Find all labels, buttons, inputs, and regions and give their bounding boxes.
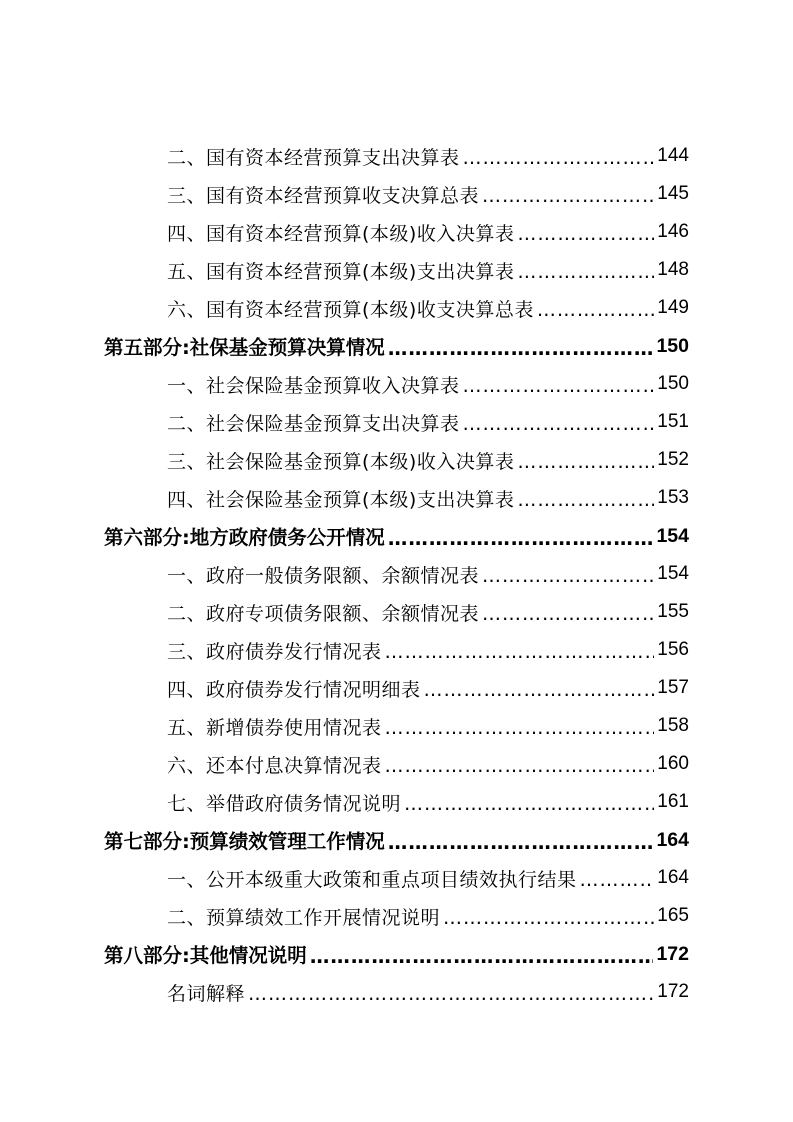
dot-leader xyxy=(517,451,654,473)
toc-page-number: 151 xyxy=(657,411,689,432)
toc-entry-title: 五、新增债券使用情况表 xyxy=(167,716,382,739)
toc-part-title: 第五部分:社保基金预算决算情况 xyxy=(104,336,385,359)
toc-entry-sub[interactable] xyxy=(0,175,793,213)
toc-entry-title: 三、政府债券发行情况表 xyxy=(167,640,382,663)
toc-entry-title: 二、预算绩效工作开展情况说明 xyxy=(167,906,441,929)
toc-page-number: 150 xyxy=(656,334,689,357)
dot-leader xyxy=(388,527,654,550)
toc-page-number: 158 xyxy=(657,715,689,736)
toc-page-number: 154 xyxy=(656,524,689,547)
toc-entry-title: 三、社会保险基金预算(本级)收入决算表 xyxy=(167,450,515,473)
toc-entry-sub[interactable] xyxy=(0,441,793,479)
dot-leader xyxy=(517,223,654,245)
toc-entry-sub[interactable] xyxy=(0,859,793,897)
toc-page-number: 152 xyxy=(657,449,689,470)
toc-entry-part[interactable] xyxy=(0,517,793,555)
toc-entry-sub[interactable] xyxy=(0,213,793,251)
dot-leader xyxy=(404,793,654,815)
toc-entry-title: 六、还本付息决算情况表 xyxy=(167,754,382,777)
toc-entry-title: 四、政府债券发行情况明细表 xyxy=(167,678,421,701)
dot-leader xyxy=(385,755,655,777)
toc-entry-title: 六、国有资本经营预算(本级)收支决算总表 xyxy=(167,298,534,321)
toc-part-title: 第六部分:地方政府债务公开情况 xyxy=(104,526,385,549)
dot-leader xyxy=(443,907,654,929)
dot-leader xyxy=(482,185,654,207)
toc-page-number: 172 xyxy=(657,981,689,1002)
toc-page-number: 161 xyxy=(657,791,689,812)
dot-leader xyxy=(517,489,654,511)
toc-entry-sub[interactable] xyxy=(0,593,793,631)
toc-entry-title: 五、国有资本经营预算(本级)支出决算表 xyxy=(167,260,515,283)
toc-page-number: 145 xyxy=(657,183,689,204)
dot-leader xyxy=(388,337,654,360)
toc-entry-sub[interactable] xyxy=(0,137,793,175)
toc-entry-sub[interactable] xyxy=(0,403,793,441)
toc-page-number: 149 xyxy=(657,297,689,318)
toc-page-number: 153 xyxy=(657,487,689,508)
toc-entry-part[interactable] xyxy=(0,821,793,859)
toc-page-number: 150 xyxy=(657,373,689,394)
dot-leader xyxy=(385,717,655,739)
toc-entry-title: 一、政府一般债务限额、余额情况表 xyxy=(167,564,480,587)
dot-leader xyxy=(248,983,654,1005)
dot-leader xyxy=(388,831,654,854)
toc-part-title: 第八部分:其他情况说明 xyxy=(104,944,307,967)
table-of-contents xyxy=(0,137,793,1011)
toc-part-title: 第七部分:预算绩效管理工作情况 xyxy=(104,830,385,853)
toc-entry-sub[interactable] xyxy=(0,479,793,517)
toc-page-number: 160 xyxy=(657,753,689,774)
dot-leader xyxy=(385,641,655,663)
toc-entry-title: 四、社会保险基金预算(本级)支出决算表 xyxy=(167,488,515,511)
dot-leader xyxy=(463,147,655,169)
dot-leader xyxy=(537,299,654,321)
toc-entry-sub[interactable] xyxy=(0,973,793,1011)
toc-entry-sub[interactable] xyxy=(0,251,793,289)
dot-leader xyxy=(482,565,654,587)
toc-entry-sub[interactable] xyxy=(0,745,793,783)
toc-entry-sub[interactable] xyxy=(0,669,793,707)
toc-entry-sub[interactable] xyxy=(0,783,793,821)
toc-entry-title: 三、国有资本经营预算收支决算总表 xyxy=(167,184,480,207)
toc-entry-title: 二、国有资本经营预算支出决算表 xyxy=(167,146,460,169)
toc-entry-title: 一、社会保险基金预算收入决算表 xyxy=(167,374,460,397)
toc-page-number: 146 xyxy=(657,221,689,242)
dot-leader xyxy=(310,945,654,968)
toc-entry-sub[interactable] xyxy=(0,365,793,403)
toc-entry-title: 四、国有资本经营预算(本级)收入决算表 xyxy=(167,222,515,245)
toc-page-number: 172 xyxy=(656,942,689,965)
toc-entry-title: 二、社会保险基金预算支出决算表 xyxy=(167,412,460,435)
toc-page-number: 156 xyxy=(657,639,689,660)
toc-entry-sub[interactable] xyxy=(0,631,793,669)
toc-entry-part[interactable] xyxy=(0,935,793,973)
toc-entry-title: 二、政府专项债务限额、余额情况表 xyxy=(167,602,480,625)
toc-entry-part[interactable] xyxy=(0,327,793,365)
dot-leader xyxy=(482,603,654,625)
toc-entry-sub[interactable] xyxy=(0,555,793,593)
dot-leader xyxy=(463,375,655,397)
toc-page-number: 164 xyxy=(657,867,689,888)
toc-entry-sub[interactable] xyxy=(0,707,793,745)
toc-entry-sub[interactable] xyxy=(0,289,793,327)
toc-entry-sub[interactable] xyxy=(0,897,793,935)
toc-page-number: 157 xyxy=(657,677,689,698)
toc-page-number: 164 xyxy=(656,828,689,851)
toc-entry-title: 七、举借政府债务情况说明 xyxy=(167,792,402,815)
dot-leader xyxy=(580,869,655,891)
dot-leader xyxy=(463,413,655,435)
toc-entry-title: 一、公开本级重大政策和重点项目绩效执行结果 xyxy=(167,868,577,891)
toc-page-number: 154 xyxy=(657,563,689,584)
toc-page-number: 165 xyxy=(657,905,689,926)
toc-page-number: 148 xyxy=(657,259,689,280)
toc-page-number: 155 xyxy=(657,601,689,622)
dot-leader xyxy=(424,679,655,701)
toc-entry-title: 名词解释 xyxy=(167,982,246,1005)
toc-page-number: 144 xyxy=(657,145,689,166)
dot-leader xyxy=(517,261,654,283)
